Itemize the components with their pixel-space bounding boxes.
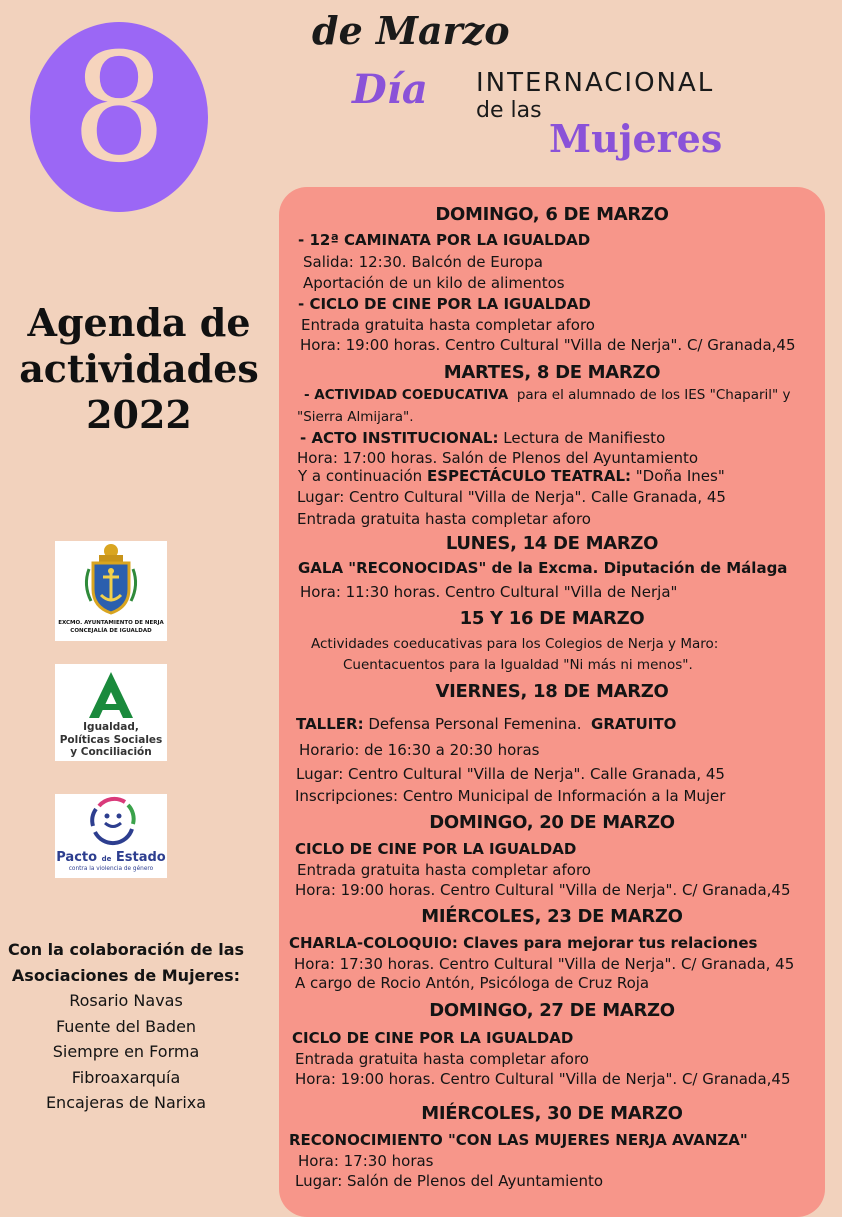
ayuntamiento-line2: CONCEJALÍA DE IGUALDAD [70, 628, 152, 634]
event-detail: Entrada gratuita hasta completar aforo [297, 510, 591, 528]
event-detail [300, 429, 665, 447]
event-detail: Entrada gratuita hasta completar aforo [297, 861, 591, 879]
internacional-title: INTERNACIONAL [476, 68, 715, 98]
pacto-estado: Estado [115, 850, 166, 865]
event-detail: Hora: 17:30 horas [298, 1152, 434, 1170]
event-detail: Entrada gratuita hasta completar aforo [301, 316, 595, 334]
number-circle [30, 22, 208, 212]
event-detail: Inscripciones: Centro Municipal de Información a la Mujer [295, 787, 726, 805]
event-detail: Hora: 19:00 horas. Centro Cultural "Villa de Nerja". C/ Granada,45 [295, 881, 791, 899]
association-item: Fuente del Baden [55, 1016, 197, 1036]
junta-line1: Igualdad, [83, 721, 139, 733]
event-detail: Salida: 12:30. Balcón de Europa [303, 253, 543, 271]
event-detail: Hora: 17:00 horas. Salón de Plenos del Ayuntamiento [297, 449, 699, 467]
event-detail: Horario: de 16:30 a 20:30 horas [299, 741, 540, 759]
event-title: GALA "RECONOCIDAS" de la Excma. Diputación de Málaga [298, 559, 788, 577]
event-detail [298, 467, 725, 485]
event-date: 15 Y 16 DE MARZO [459, 608, 645, 629]
mujeres-title: Mujeres [549, 116, 723, 161]
event-detail: Lugar: Centro Cultural "Villa de Nerja". Calle Granada, 45 [296, 765, 725, 783]
association-item: Encajeras de Narixa [45, 1093, 207, 1112]
pacto-title [55, 851, 167, 866]
event-title: CICLO DE CINE POR LA IGUALDAD [292, 1029, 574, 1047]
event-title: CICLO DE CINE POR LA IGUALDAD [295, 840, 577, 858]
dia-title: Día [352, 66, 428, 113]
collab-heading: Con la colaboración de las [7, 940, 245, 959]
event-detail: Lugar: Salón de Plenos del Ayuntamiento [295, 1172, 604, 1190]
event-date: MIÉRCOLES, 30 DE MARZO [421, 1103, 683, 1124]
event-date: DOMINGO, 27 DE MARZO [429, 1000, 675, 1021]
event-detail: Lugar: Centro Cultural "Villa de Nerja". Calle Granada, 45 [297, 488, 726, 506]
event-detail [304, 386, 791, 404]
ayuntamiento-name [55, 619, 167, 635]
event-detail: "Sierra Almijara". [297, 409, 414, 425]
event-date: MARTES, 8 DE MARZO [443, 362, 661, 383]
event-detail: Aportación de un kilo de alimentos [303, 274, 565, 292]
pacto-subtitle: contra la violencia de género [68, 866, 154, 872]
pacto-estado-logo [55, 794, 167, 878]
event-title: - CICLO DE CINE POR LA IGUALDAD [298, 295, 591, 313]
de-las-title: de las [476, 98, 542, 123]
event-title: RECONOCIMIENTO "CON LAS MUJERES NERJA AVANZA" [289, 1131, 748, 1149]
event-detail: A cargo de Rocio Antón, Psicóloga de Cruz Roja [295, 974, 650, 992]
event-title: - ACTIVIDAD COEDUCATIVA [304, 387, 509, 403]
association-item: Fibroaxarquía [71, 1067, 181, 1087]
collaboration-block [0, 937, 252, 1116]
event-date: MIÉRCOLES, 23 DE MARZO [421, 906, 683, 927]
event-detail-text: Defensa Personal Femenina. [368, 715, 582, 733]
event-detail-text: para el alumnado de los IES "Chaparil" y [516, 387, 791, 403]
junta-name [55, 721, 167, 759]
event-title: - ACTO INSTITUCIONAL: [300, 429, 499, 447]
event-badge: GRATUITO [591, 715, 677, 733]
agenda-year: 2022 [86, 392, 192, 437]
event-detail: Cuentacuentos para la Igualdad "Ni más ni menos". [343, 657, 693, 673]
junta-line3: y Conciliación [70, 746, 152, 758]
event-detail: Hora: 17:30 horas. Centro Cultural "Villa de Nerja". C/ Granada, 45 [294, 955, 795, 973]
event-title: TALLER: [296, 715, 364, 733]
event-title: CHARLA-COLOQUIO: Claves para mejorar tus relaciones [289, 934, 758, 952]
collab-heading: Asociaciones de Mujeres: [11, 965, 241, 985]
event-detail: Hora: 11:30 horas. Centro Cultural "Villa de Nerja" [300, 583, 678, 601]
event-date: LUNES, 14 DE MARZO [445, 533, 659, 554]
event-detail: Actividades coeducativas para los Colegios de Nerja y Maro: [311, 636, 719, 652]
association-item: Siempre en Forma [52, 1042, 200, 1061]
agenda-title [0, 300, 278, 438]
ayuntamiento-line1: EXCMO. AYUNTAMIENTO DE NERJA [58, 620, 164, 626]
event-date: DOMINGO, 20 DE MARZO [429, 812, 675, 833]
event-date: DOMINGO, 6 DE MARZO [435, 204, 669, 225]
event-detail: Hora: 19:00 horas. Centro Cultural "Villa de Nerja". C/ Granada,45 [300, 336, 796, 354]
association-item: Rosario Navas [69, 991, 183, 1010]
day-number: 8 [71, 22, 167, 196]
de-marzo-title: de Marzo [312, 8, 510, 53]
junta-line2: Políticas Sociales [59, 733, 163, 746]
agenda-title-line: Agenda de [27, 300, 251, 345]
event-detail-text: Lectura de Manifiesto [503, 429, 666, 447]
event-date: VIERNES, 18 DE MARZO [435, 681, 669, 702]
event-detail-text: Y a continuación [298, 467, 423, 485]
ayuntamiento-logo [55, 541, 167, 641]
junta-logo [55, 664, 167, 761]
event-title: ESPECTÁCULO TEATRAL: [426, 467, 631, 485]
pacto-word: Pacto [56, 850, 98, 865]
pacto-de: de [101, 855, 112, 863]
event-detail: Hora: 19:00 horas. Centro Cultural "Villa de Nerja". C/ Granada,45 [295, 1070, 791, 1088]
event-detail [296, 715, 676, 733]
junta-andalucia-icon [55, 666, 167, 722]
event-detail-text: "Doña Ines" [635, 467, 725, 485]
smile-circle-icon [55, 794, 167, 846]
event-title: - 12ª CAMINATA POR LA IGUALDAD [298, 231, 591, 249]
agenda-title-line: actividades [19, 346, 259, 391]
event-detail: Entrada gratuita hasta completar aforo [295, 1050, 589, 1068]
coat-of-arms-icon [55, 541, 167, 619]
